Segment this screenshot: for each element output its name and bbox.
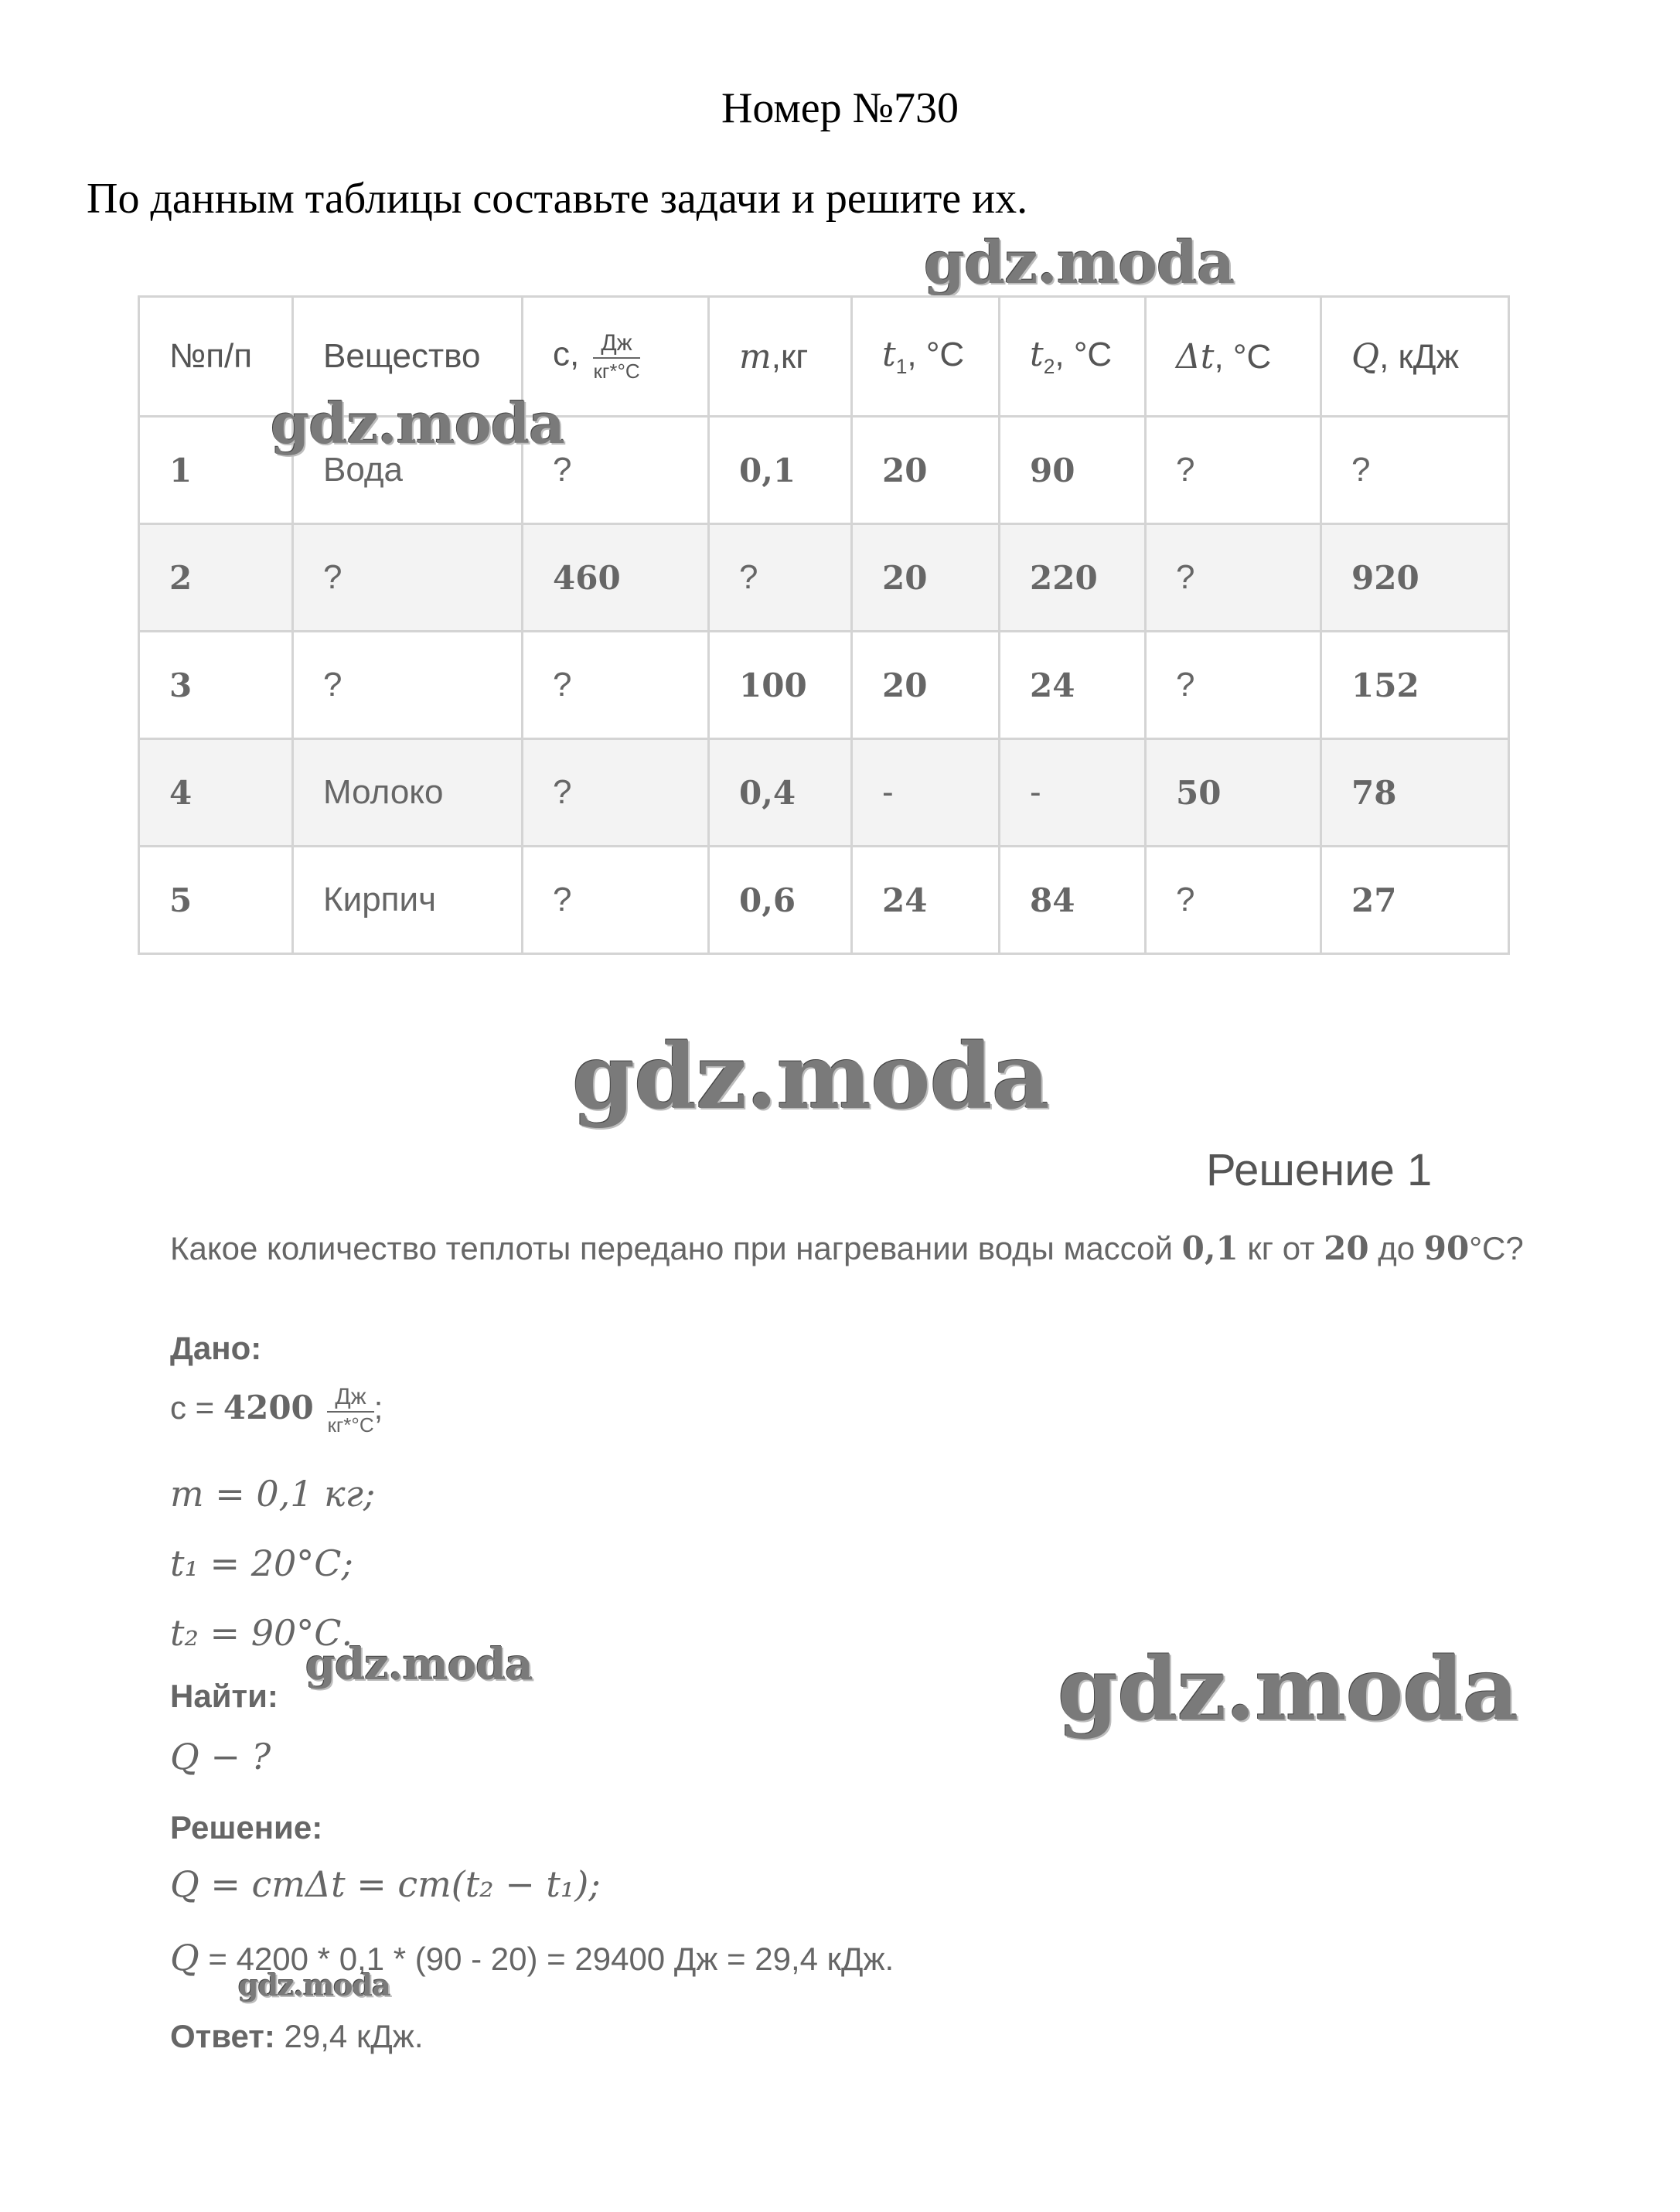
- header-num: №п/п: [139, 297, 293, 417]
- cell-q: ?: [1321, 417, 1509, 524]
- cell-q: 78: [1321, 739, 1509, 847]
- cell-t1: 24: [852, 847, 1000, 954]
- cell-t1: 20: [852, 632, 1000, 739]
- cell-t1: -: [852, 739, 1000, 847]
- cell-m: 0,1: [709, 417, 852, 524]
- header-t2: $t_2$, °С: [1000, 297, 1146, 417]
- cell-dt: ?: [1146, 524, 1321, 632]
- cell-dt: ?: [1146, 417, 1321, 524]
- cell-dt: ?: [1146, 847, 1321, 954]
- cell-c: ?: [523, 632, 709, 739]
- cell-q: 920: [1321, 524, 1509, 632]
- given-m: m = 0,1 кг;: [170, 1473, 376, 1515]
- find-label: Найти:: [170, 1678, 278, 1714]
- find-value: Q − ?: [170, 1736, 271, 1777]
- solution-formula: Q = cmΔt = cm(t₂ − t₁);: [170, 1863, 601, 1905]
- cell-q: 152: [1321, 632, 1509, 739]
- watermark: gdz.moda: [238, 1968, 390, 2002]
- cell-q: 27: [1321, 847, 1509, 954]
- header-c-fraction: $\frac{Дж}{кг*^\circ С}$: [593, 330, 640, 383]
- header-dt: Δt, °С: [1146, 297, 1321, 417]
- cell-t1: 20: [852, 524, 1000, 632]
- cell-c: 460: [523, 524, 709, 632]
- cell-dt: ?: [1146, 632, 1321, 739]
- page-title: Номер №730: [721, 84, 959, 132]
- solution-calculation: Q = 4200 * 0,1 * (90 - 20) = 29400 Дж = 29,4 кДж.: [170, 1937, 895, 1979]
- cell-num: 5: [139, 847, 293, 954]
- header-q: Q, кДж: [1321, 297, 1509, 417]
- cell-t2: 84: [1000, 847, 1146, 954]
- cell-substance: Вода: [293, 417, 523, 524]
- table-row: [139, 739, 1509, 847]
- watermark: gdz.moda: [305, 1639, 533, 1690]
- header-substance: Вещество: [293, 297, 523, 417]
- table-row: [139, 632, 1509, 739]
- cell-num: 4: [139, 739, 293, 847]
- cell-m: 0,6: [709, 847, 852, 954]
- answer: Ответ: 29,4 кДж.: [170, 2018, 424, 2054]
- cell-c: ?: [523, 847, 709, 954]
- cell-num: 3: [139, 632, 293, 739]
- cell-num: 2: [139, 524, 293, 632]
- cell-substance: ?: [293, 632, 523, 739]
- table-row: [139, 524, 1509, 632]
- cell-t2: 24: [1000, 632, 1146, 739]
- watermark: gdz.moda: [271, 390, 564, 456]
- header-c: с, $\frac{Дж}{кг*^\circ С}$: [523, 297, 709, 417]
- given-t2: t₂ = 90°С.: [170, 1612, 353, 1654]
- cell-c: ?: [523, 417, 709, 524]
- solution-label: Решение:: [170, 1809, 323, 1846]
- cell-m: 0,4: [709, 739, 852, 847]
- given-c: с = 4200 $\frac{Дж}{кг*^\circ С}$ ;: [170, 1384, 383, 1437]
- cell-t2: 220: [1000, 524, 1146, 632]
- watermark: gdz.moda: [924, 228, 1235, 297]
- cell-c: ?: [523, 739, 709, 847]
- table-row: [139, 847, 1509, 954]
- cell-m: ?: [709, 524, 852, 632]
- cell-substance: Молоко: [293, 739, 523, 847]
- given-label: Дано:: [170, 1330, 262, 1366]
- solution-title: Решение 1: [1206, 1145, 1433, 1195]
- header-t1: $t_1$, °С: [852, 297, 1000, 417]
- cell-substance: Кирпич: [293, 847, 523, 954]
- cell-m: 100: [709, 632, 852, 739]
- cell-t1: 20: [852, 417, 1000, 524]
- cell-num: 1: [139, 417, 293, 524]
- watermark: gdz.moda: [1058, 1639, 1518, 1740]
- cell-substance: ?: [293, 524, 523, 632]
- cell-t2: -: [1000, 739, 1146, 847]
- given-t1: t₁ = 20°С;: [170, 1542, 353, 1584]
- watermark: gdz.moda: [572, 1024, 1049, 1130]
- task-statement: По данным таблицы составьте задачи и решите их.: [87, 175, 1028, 223]
- cell-t2: 90: [1000, 417, 1146, 524]
- cell-dt: 50: [1146, 739, 1321, 847]
- problem-question: Какое количество теплоты передано при нагревании воды массой 0,1 кг от 20 до 90°С?: [170, 1229, 1524, 1267]
- header-m: m,кг: [709, 297, 852, 417]
- given-c-fraction: $\frac{Дж}{кг*^\circ С}$: [327, 1384, 374, 1437]
